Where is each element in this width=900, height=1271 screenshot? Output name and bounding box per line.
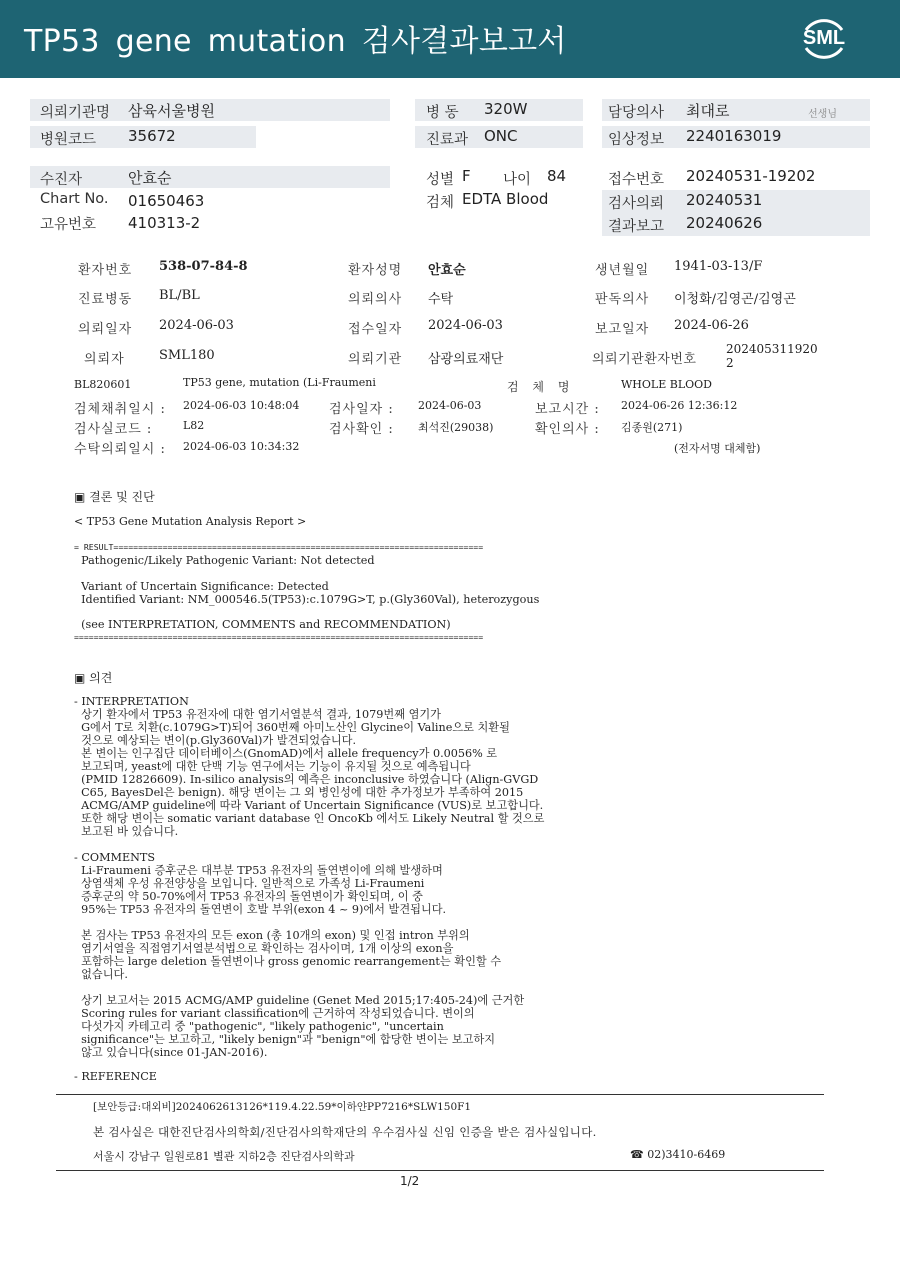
- reporttime-value: 2024-06-26 12:36:12: [621, 399, 738, 412]
- comment-line: Li-Fraumeni 증후군은 대부분 TP53 유전자의 돌연변이에 의해 발생하며: [74, 864, 443, 877]
- doctor-suffix: 선생님: [808, 109, 837, 120]
- footer-divider-bottom: [56, 1170, 824, 1171]
- code-label: 병원코드: [40, 132, 97, 148]
- testdoctor-value: 김종원(271): [621, 421, 683, 434]
- hospital-value: 삼육서울병원: [128, 102, 215, 120]
- comment-line: 상염색체 우성 유전양상을 보입니다. 일반적으로 가족성 Li-Fraumeni: [74, 877, 425, 890]
- security-line: [보안등급:대외비]2024062613126*119.4.22.59*이하얀PP7216*SLW150F1: [93, 1101, 472, 1113]
- grid-r4-v3: 202405311920: [726, 342, 818, 356]
- labcode-label: 검사실코드 :: [74, 422, 153, 437]
- grid-r2-l2: 의뢰의사: [348, 292, 403, 307]
- ward-value: 320W: [484, 100, 528, 118]
- age-value: 84: [547, 167, 567, 185]
- ward-label: 병 동: [426, 105, 459, 121]
- cert-line: 본 검사실은 대한진단검사의학회/진단검사의학재단의 우수검사실 신임 인증을 받은 검사실입니다.: [93, 1125, 597, 1139]
- specimen-label: 검체: [426, 195, 455, 211]
- interp-line: C65, BayesDel은 benign). 해당 변이는 그 외 병인성에 대한 추가정보가 부족하여 2015: [74, 786, 524, 799]
- grid-r4-l1: 의뢰자: [84, 352, 125, 367]
- result-l1: Pathogenic/Likely Pathogenic Variant: Not detected: [74, 554, 375, 567]
- comment-line: 없습니다.: [74, 968, 128, 981]
- test-specimen-label: 검 체 명: [507, 380, 575, 394]
- comment-line: 포함하는 large deletion 돌연변이나 gross genomic rearrangement는 확인할 수: [74, 955, 502, 968]
- requested-value: 2024-06-03 10:34:32: [183, 440, 300, 453]
- report-value: 20240626: [686, 214, 763, 232]
- logo-text: SML: [802, 27, 846, 49]
- reporttime-label: 보고시간 :: [535, 402, 600, 417]
- opinion-heading: ▣ 의견: [74, 671, 113, 685]
- report-label: 결과보고: [608, 219, 665, 235]
- request-value: 20240531: [686, 191, 763, 209]
- request-label: 검사의뢰: [608, 196, 665, 212]
- grid-r1-v2: 안효순: [428, 263, 466, 278]
- testdate-value: 2024-06-03: [418, 399, 482, 412]
- comment-line: 본 검사는 TP53 유전자의 모든 exon (총 10개의 exon) 및 인접 intron 부위의: [74, 929, 470, 942]
- interp-line: 것으로 예상되는 변이(p.Gly360Val)가 발견되었습니다.: [74, 734, 356, 747]
- receipt-label: 접수번호: [608, 172, 665, 188]
- comment-line: - COMMENTS: [74, 851, 156, 864]
- address-line: 서울시 강남구 일원로81 별관 지하2층 진단검사의학과: [93, 1150, 355, 1163]
- chart-value: 01650463: [128, 192, 205, 210]
- test-code: BL820601: [74, 378, 132, 391]
- grid-r4-v3b: 2: [726, 356, 734, 370]
- uid-label: 고유번호: [40, 217, 97, 233]
- sex-value: F: [462, 167, 471, 185]
- grid-r2-l1: 진료병동: [78, 292, 133, 307]
- interp-line: 상기 환자에서 TP53 유전자에 대한 염기서열분석 결과, 1079번째 염기가: [74, 708, 441, 721]
- interp-line: 또한 해당 변이는 somatic variant database 인 OncoKb 에서도 Likely Neutral 할 것으로: [74, 812, 545, 825]
- conclusion-heading: ▣ 결론 및 진단: [74, 490, 155, 504]
- requested-label: 수탁의뢰일시 :: [74, 442, 166, 457]
- doctor-label: 담당의사: [608, 105, 665, 121]
- specimen-value: EDTA Blood: [462, 190, 549, 208]
- confirm-label: 검사확인 :: [329, 422, 394, 437]
- interp-line: G에서 T로 치환(c.1079G>T)되어 360번째 아미노산인 Glycine이 Valine으로 치환될: [74, 721, 510, 734]
- labcode-value: L82: [183, 419, 205, 432]
- grid-r2-v2: 수탁: [428, 292, 454, 307]
- comment-line: significance"는 보고하고, "likely benign"과 "benign"에 합당한 변이는 보고하지: [74, 1033, 496, 1046]
- patient-value: 안효순: [128, 169, 172, 187]
- grid-r2-v1: BL/BL: [159, 288, 200, 303]
- dept-label: 진료과: [426, 132, 469, 148]
- comment-line: 않고 있습니다(since 01-JAN-2016).: [74, 1046, 268, 1059]
- interp-line: - INTERPRETATION: [74, 695, 189, 708]
- sex-label: 성별: [426, 172, 455, 188]
- test-specimen: WHOLE BLOOD: [621, 378, 712, 391]
- esign-note: (전자서명 대체함): [674, 442, 761, 455]
- comment-line: 상기 보고서는 2015 ACMG/AMP guideline (Genet Med 2015;17:405-24)에 근거한: [74, 994, 525, 1007]
- report-subtitle: < TP53 Gene Mutation Analysis Report >: [74, 515, 307, 528]
- chart-label: Chart No.: [40, 191, 109, 207]
- dept-value: ONC: [484, 127, 518, 145]
- result-l2: Variant of Uncertain Significance: Detected: [74, 580, 329, 593]
- grid-r3-v2: 2024-06-03: [428, 318, 503, 333]
- age-label: 나이: [503, 172, 532, 188]
- result-line: = RESULT===========================================================================: [74, 542, 484, 552]
- clinical-value: 2240163019: [686, 127, 782, 145]
- result-l3: Identified Variant: NM_000546.5(TP53):c.1079G>T, p.(Gly360Val), heterozygous: [74, 593, 540, 606]
- grid-r3-l2: 접수일자: [348, 322, 403, 337]
- grid-r1-v3: 1941-03-13/F: [674, 259, 763, 274]
- testdate-label: 검사일자 :: [329, 402, 394, 417]
- doctor-value: 최대로: [686, 102, 730, 120]
- testdoctor-label: 확인의사 :: [535, 422, 600, 437]
- grid-r4-l3: 의뢰기관환자번호: [592, 352, 697, 367]
- clinical-label: 임상정보: [608, 132, 665, 148]
- comment-line: 증후군의 약 50-70%에서 TP53 유전자의 돌연변이가 확인되며, 이 중: [74, 890, 423, 903]
- patient-box: [30, 166, 390, 188]
- comment-line: 95%는 TP53 유전자의 돌연변이 호발 부위(exon 4 ~ 9)에서 발견됩니다.: [74, 903, 447, 916]
- grid-r1-l2: 환자성명: [348, 263, 403, 278]
- grid-r3-l3: 보고일자: [595, 322, 650, 337]
- report-title: TP53 gene mutation 검사결과보고서: [24, 24, 567, 59]
- confirm-value: 최석진(29038): [418, 421, 494, 434]
- comment-line: 염기서열을 직접염기서열분석법으로 확인하는 검사이며, 1개 이상의 exon을: [74, 942, 454, 955]
- grid-r3-v3: 2024-06-26: [674, 318, 749, 333]
- footer-divider-top: [56, 1094, 824, 1095]
- grid-r4-v2: 삼광의료재단: [428, 352, 504, 367]
- phone-line: ☎ 02)3410-6469: [630, 1148, 726, 1161]
- interp-line: (PMID 12826609). In-silico analysis의 예측은 inconclusive 하였습니다 (Align-GVGD: [74, 773, 539, 786]
- patient-label: 수진자: [40, 172, 83, 188]
- receipt-value: 20240531-19202: [686, 167, 816, 185]
- test-name: TP53 gene, mutation (Li-Fraumeni: [183, 376, 376, 389]
- grid-r2-l3: 판독의사: [595, 292, 650, 307]
- result-l4: (see INTERPRETATION, COMMENTS and RECOMMENDATION): [74, 618, 451, 631]
- grid-r4-v1: SML180: [159, 348, 215, 363]
- interp-line: 보고되며, yeast에 대한 단백 기능 연구에서는 기능이 유지될 것으로 예측됩니다: [74, 760, 471, 773]
- grid-r1-v1: 538-07-84-8: [159, 259, 248, 274]
- reference-heading: - REFERENCE: [74, 1070, 157, 1083]
- collect-value: 2024-06-03 10:48:04: [183, 399, 300, 412]
- hospital-label: 의뢰기관명: [40, 105, 111, 121]
- grid-r3-l1: 의뢰일자: [78, 322, 133, 337]
- grid-r4-l2: 의뢰기관: [348, 352, 403, 367]
- uid-value: 410313-2: [128, 214, 201, 232]
- report-header: [0, 0, 900, 78]
- comment-line: Scoring rules for variant classification에 근거하여 작성되었습니다. 변이의: [74, 1007, 475, 1020]
- interp-line: 본 변이는 인구집단 데이터베이스(GnomAD)에서 allele frequency가 0.0056% 로: [74, 747, 498, 760]
- comment-line: 다섯가지 카테고리 중 "pathogenic", "likely pathogenic", "uncertain: [74, 1020, 444, 1033]
- grid-r2-v3: 이청화/김영곤/김영곤: [674, 292, 796, 307]
- grid-r3-v1: 2024-06-03: [159, 318, 234, 333]
- grid-r1-l1: 환자번호: [78, 263, 133, 278]
- page-number: 1/2: [400, 1174, 420, 1188]
- interp-line: ACMG/AMP guideline에 따라 Variant of Uncertain Significance (VUS)로 보고합니다.: [74, 799, 544, 812]
- collect-label: 검체채취일시 :: [74, 402, 166, 417]
- code-value: 35672: [128, 127, 176, 145]
- interp-line: 보고된 바 있습니다.: [74, 825, 179, 838]
- grid-r1-l3: 생년월일: [595, 263, 650, 278]
- result-end-line: ===================================================================================: [74, 632, 484, 642]
